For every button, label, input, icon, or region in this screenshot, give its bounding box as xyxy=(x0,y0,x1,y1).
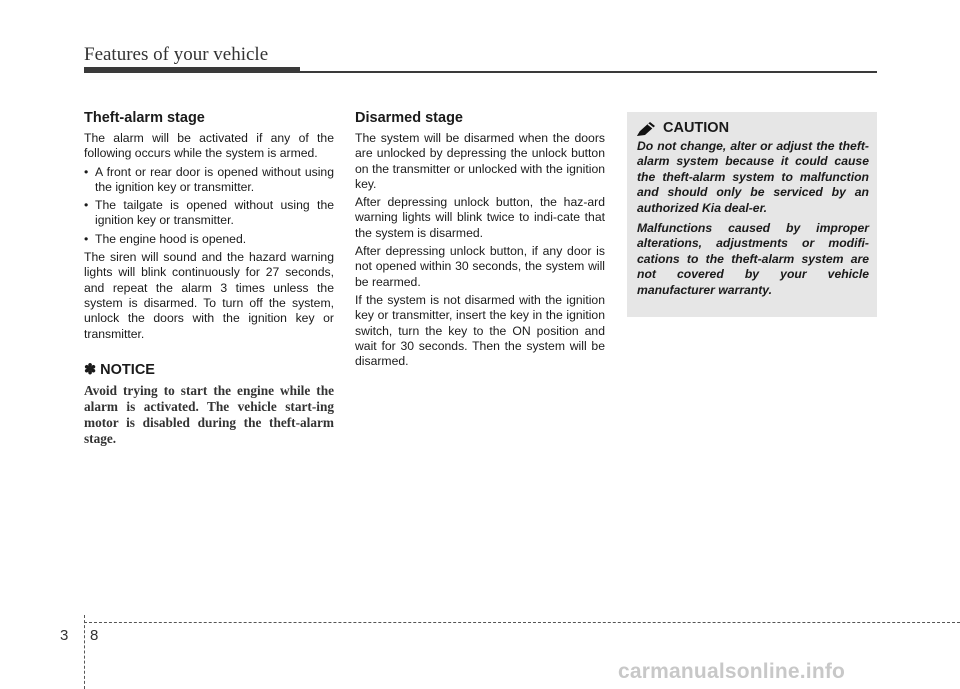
pencil-icon xyxy=(637,122,657,140)
bullet-item: • The engine hood is opened. xyxy=(84,232,334,247)
caution-paragraph: Do not change, alter or adjust the theft-alarm system because it could cause the theft-alarm system to malfunction and should only be serviced by an authorized Kia deal-er. xyxy=(637,139,869,215)
left-column xyxy=(84,110,334,447)
caution-paragraph: Malfunctions caused by improper alterations, adjustments or modifi-cations to the theft-alarm system are not covered by your vehicle manufacturer warranty. xyxy=(637,221,869,297)
theft-alarm-heading: Theft-alarm stage xyxy=(84,110,205,126)
disarmed-paragraph: If the system is not disarmed with the ignition key or transmitter, insert the key in the ignition switch, turn the key to the ON position and wait for 30 seconds. Then the system will be disarmed. xyxy=(355,292,605,369)
header-rule-thin xyxy=(84,71,877,73)
disarmed-paragraph: The system will be disarmed when the doors are unlocked by depressing the unlock button on the transmitter or unlocked with the ignition key. xyxy=(355,131,605,191)
bullet-item: • A front or rear door is opened without using the ignition key or transmitter. xyxy=(84,165,334,196)
notice-heading: ✽ NOTICE xyxy=(84,361,155,378)
page-number: 8 xyxy=(90,627,99,644)
disarmed-paragraph: After depressing unlock button, if any door is not opened within 30 seconds, the system will be rearmed. xyxy=(355,244,605,289)
caution-header xyxy=(637,120,869,136)
disarmed-paragraph: After depressing unlock button, the haz-ard warning lights will blink twice to indi-cate that the system is disarmed. xyxy=(355,195,605,240)
watermark: carmanualsonline.info xyxy=(618,660,846,683)
page-chapter-number: 3 xyxy=(60,627,69,644)
page-header-title: Features of your vehicle xyxy=(84,44,269,65)
theft-alarm-intro: The alarm will be activated if any of the following occurs while the system is armed. xyxy=(84,131,334,161)
caution-box xyxy=(627,112,877,317)
disarmed-heading: Disarmed stage xyxy=(355,110,463,126)
footer-divider xyxy=(84,615,85,689)
caution-heading: CAUTION xyxy=(663,120,730,136)
theft-alarm-bullet-list xyxy=(84,165,334,247)
notice-body: Avoid trying to start the engine while the alarm is activated. The vehicle start-ing motor is disabled during the theft-alarm stage. xyxy=(84,382,334,446)
theft-alarm-paragraph: The siren will sound and the hazard warning lights will blink continuously for 27 seconds, and repeat the alarm 3 times unless the system is disarmed. To turn off the system, unlock the doors with the ignition key or transmitter. xyxy=(84,250,334,341)
footer-rule xyxy=(84,622,960,623)
bullet-item: • The tailgate is opened without using the ignition key or transmitter. xyxy=(84,198,334,229)
middle-column xyxy=(355,110,605,372)
